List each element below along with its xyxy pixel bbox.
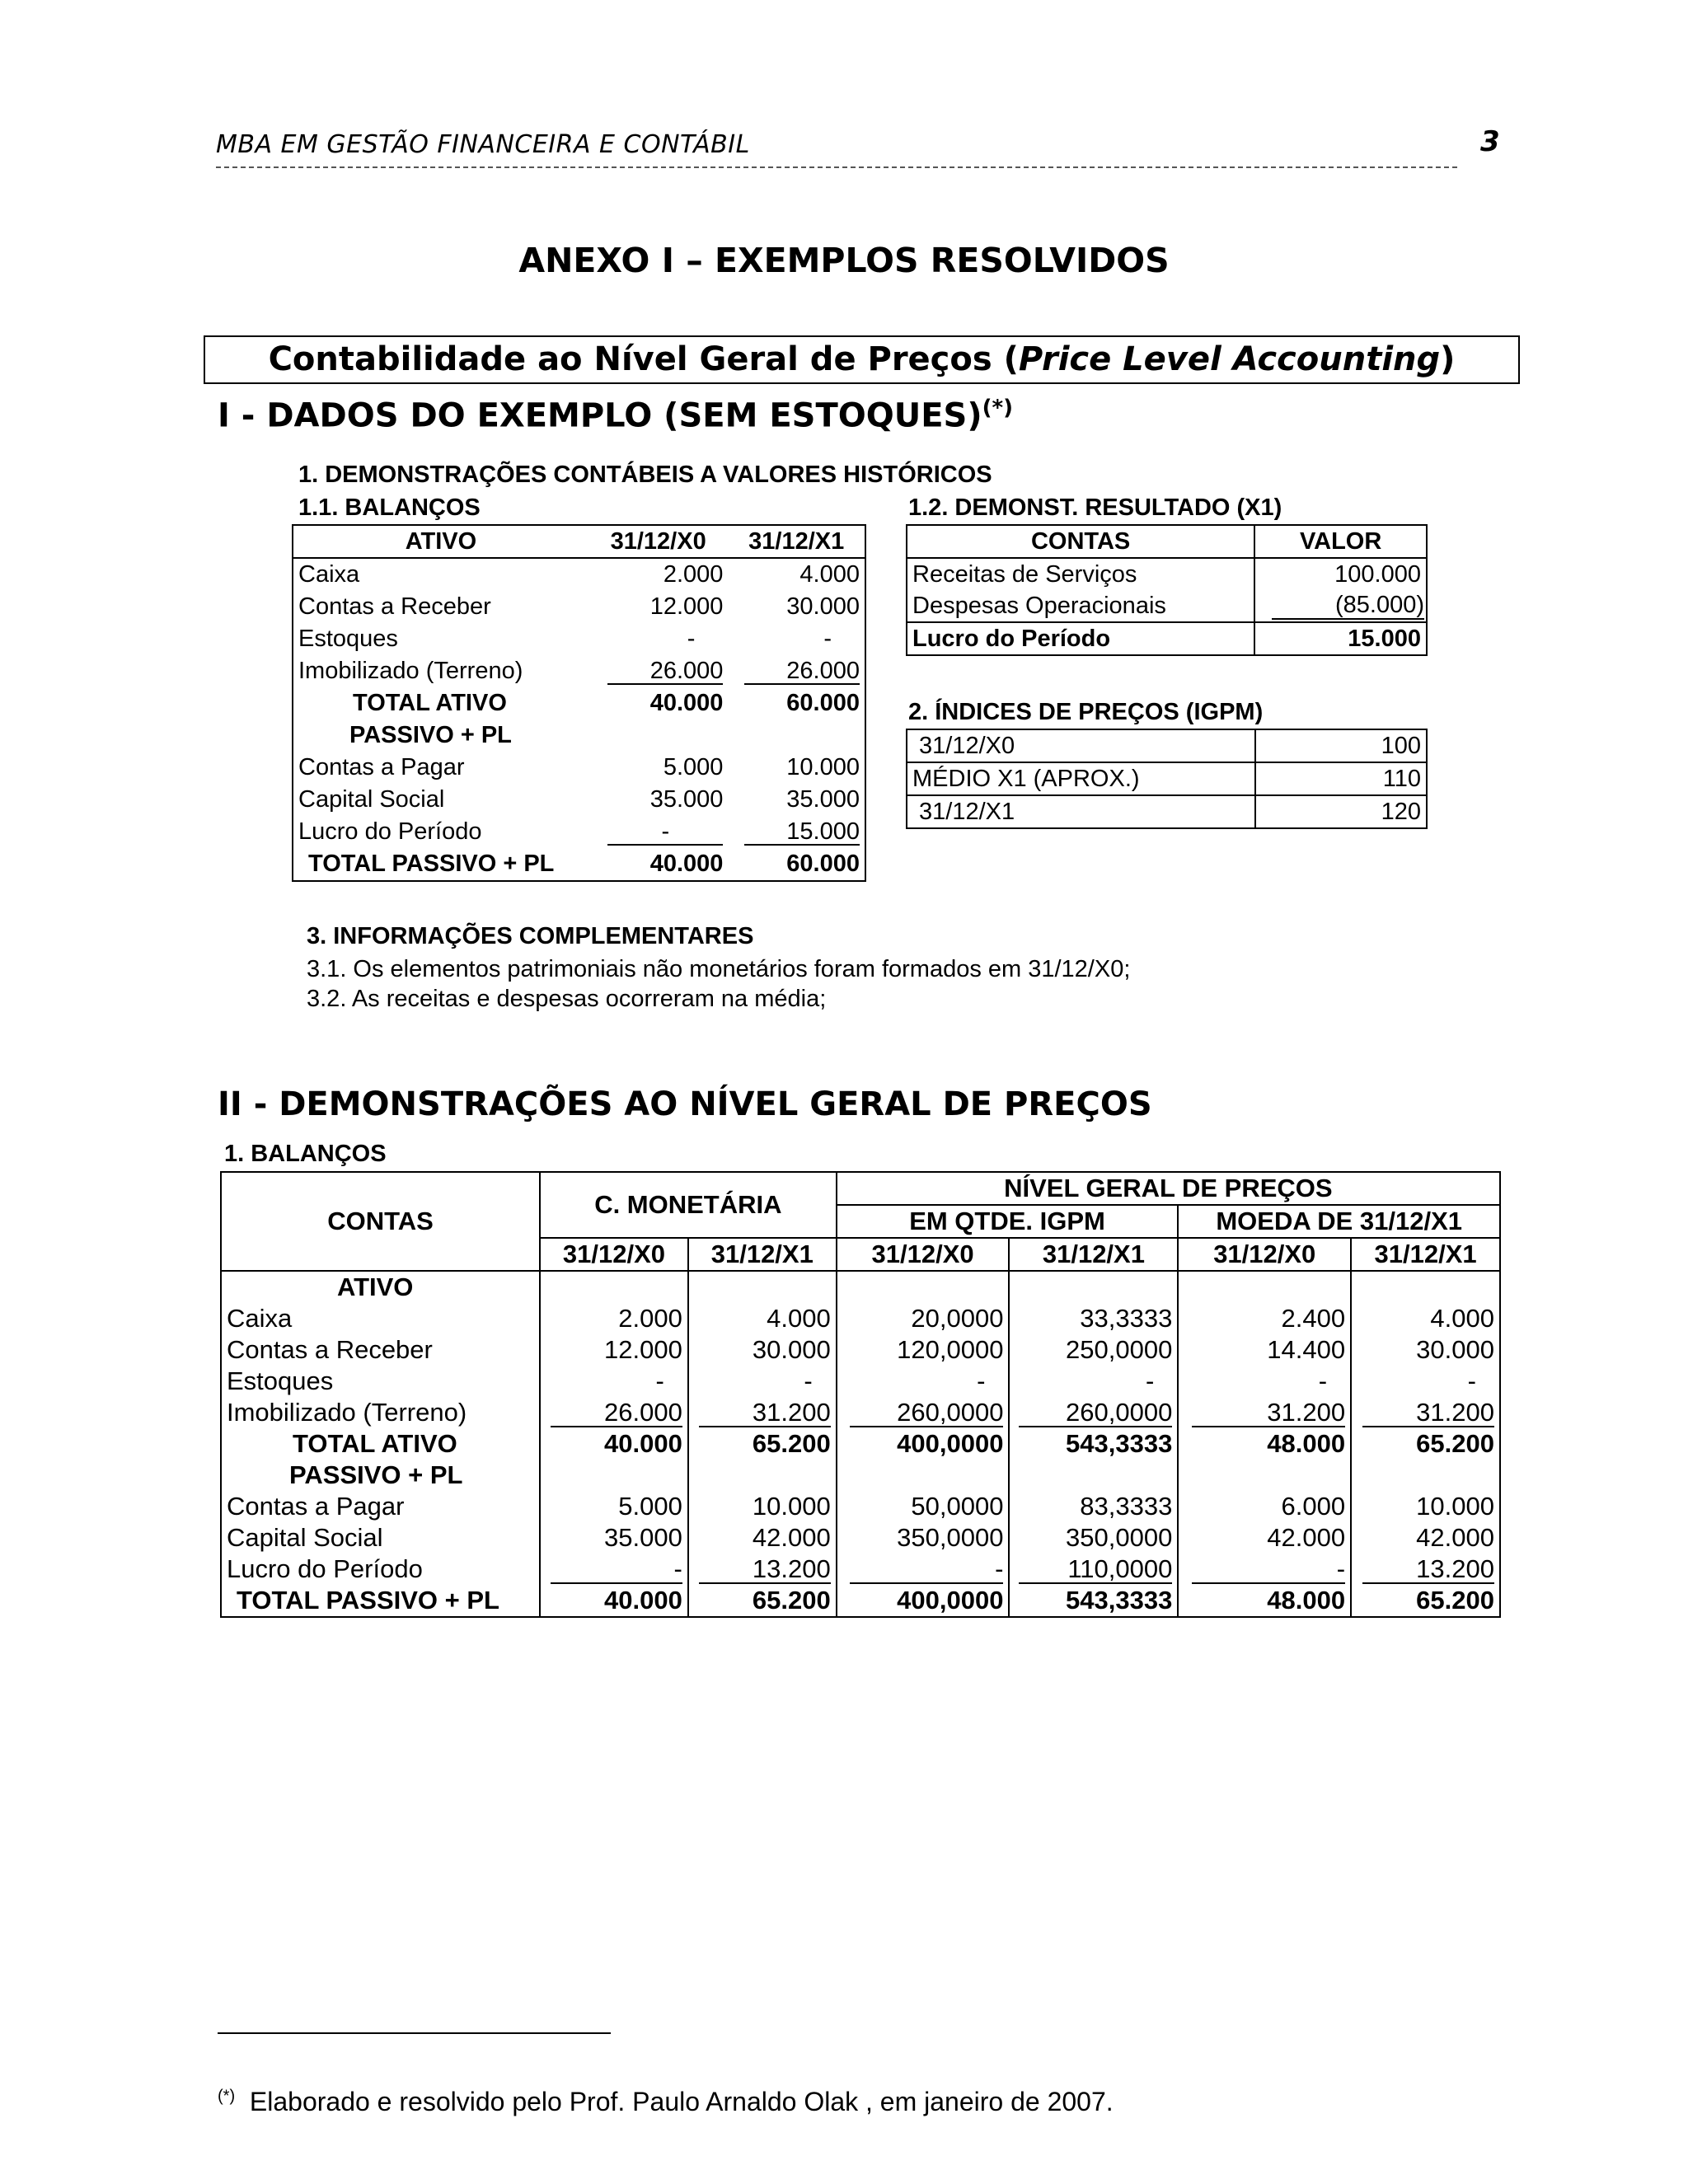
- table-row-total: [293, 687, 865, 719]
- row-value-underlined: 26.000: [551, 1399, 682, 1428]
- col-header-igpm: EM QTDE. IGPM: [837, 1205, 1179, 1238]
- row-value: [1351, 1271, 1500, 1303]
- row-label: Caixa: [227, 1304, 293, 1333]
- row-value: 83,3333: [1009, 1491, 1178, 1522]
- col-header-date: 31/12/X1: [1351, 1238, 1500, 1271]
- table-row: [293, 816, 865, 848]
- row-value-cell: [1009, 1554, 1178, 1585]
- table-row-total: [221, 1585, 1500, 1617]
- resultado-label: 1.2. DEMONST. RESULTADO (X1): [908, 494, 1282, 521]
- index-date: 31/12/X1: [907, 795, 1255, 828]
- row-value-underlined: 31.200: [1192, 1399, 1345, 1428]
- row-value: 48.000: [1178, 1428, 1351, 1460]
- col-header-valor: VALOR: [1254, 525, 1427, 558]
- row-value: 5.000: [540, 1491, 688, 1522]
- footnote-text: Elaborado e resolvido pelo Prof. Paulo Arnaldo Olak , em janeiro de 2007.: [249, 2087, 1114, 2116]
- row-label: Caixa: [298, 561, 360, 588]
- col-header-date: 31/12/X0: [837, 1238, 1010, 1271]
- row-label: TOTAL ATIVO: [293, 1429, 457, 1458]
- row-value-underlined: 31.200: [699, 1399, 831, 1428]
- section-1-subtitle: 1. DEMONSTRAÇÕES CONTÁBEIS A VALORES HISTÓRICOS: [298, 462, 992, 488]
- col-header-ativo: ATIVO: [293, 525, 588, 558]
- row-label: Lucro do Período: [298, 818, 482, 845]
- page-number: 3: [1480, 125, 1500, 158]
- boxed-title-italic: Price Level Accounting: [1018, 340, 1441, 378]
- col-header-date: 31/12/X1: [688, 1238, 837, 1271]
- row-value: 120,0000: [837, 1334, 1010, 1366]
- row-label: PASSIVO + PL: [289, 1460, 463, 1489]
- value-x0: -: [687, 626, 696, 652]
- row-value: 50,0000: [837, 1491, 1010, 1522]
- table-row: [907, 795, 1427, 828]
- row-value-cell: [688, 1397, 837, 1428]
- value-x0: 40.000: [649, 690, 724, 716]
- value-x0: 5.000: [663, 754, 724, 780]
- row-value-underlined: 260,0000: [850, 1399, 1003, 1428]
- row-value: -: [1009, 1366, 1178, 1397]
- value-x1: 26.000: [744, 658, 860, 685]
- row-label: Contas a Pagar: [298, 754, 465, 780]
- row-value: -: [688, 1366, 837, 1397]
- value-x1: 10.000: [786, 754, 860, 780]
- row-value: -: [1178, 1366, 1351, 1397]
- row-value: 33,3333: [1009, 1303, 1178, 1334]
- col-header-date: 31/12/X0: [1178, 1238, 1351, 1271]
- row-value-cell: [1178, 1554, 1351, 1585]
- index-date: MÉDIO X1 (APROX.): [907, 762, 1255, 795]
- row-value: [688, 1460, 837, 1491]
- table-row-total: [907, 622, 1427, 655]
- row-value: 65.200: [688, 1428, 837, 1460]
- row-value-underlined: 13.200: [1362, 1556, 1494, 1585]
- table-row-total: [293, 848, 865, 881]
- row-label: Receitas de Serviços: [907, 558, 1254, 590]
- value-x0: 35.000: [649, 786, 724, 813]
- row-value: [837, 1271, 1010, 1303]
- row-value: 30.000: [1351, 1334, 1500, 1366]
- row-value: 4.000: [1351, 1303, 1500, 1334]
- col-header-contas: CONTAS: [907, 525, 1254, 558]
- row-value-underlined: -: [551, 1556, 682, 1585]
- balancos-label: 1.1. BALANÇOS: [298, 494, 481, 521]
- row-value: 12.000: [540, 1334, 688, 1366]
- row-value-cell: [1351, 1397, 1500, 1428]
- row-value: [540, 1271, 688, 1303]
- table-header-row: [221, 1172, 1500, 1205]
- historical-balance-table: [292, 524, 866, 882]
- table-header-row: [907, 525, 1427, 558]
- row-label: Capital Social: [298, 786, 445, 813]
- row-value-cell: [837, 1554, 1010, 1585]
- price-level-balance-table: [220, 1171, 1501, 1618]
- row-value: -: [540, 1366, 688, 1397]
- row-value: (85.000): [1272, 593, 1424, 619]
- row-value-underlined: 13.200: [699, 1556, 831, 1585]
- table-row: [221, 1271, 1500, 1303]
- row-value: 4.000: [688, 1303, 837, 1334]
- running-header-title: MBA EM GESTÃO FINANCEIRA E CONTÁBIL: [216, 130, 750, 159]
- boxed-title-close: ): [1440, 340, 1456, 378]
- value-x0: 40.000: [649, 851, 724, 877]
- table-row: [293, 655, 865, 687]
- row-value: [1178, 1271, 1351, 1303]
- table-row: [907, 762, 1427, 795]
- row-value-underlined: 260,0000: [1019, 1399, 1172, 1428]
- row-value: 10.000: [688, 1491, 837, 1522]
- row-value: -: [837, 1366, 1010, 1397]
- row-label: Lucro do Período: [907, 622, 1254, 655]
- row-value: 30.000: [688, 1334, 837, 1366]
- footnote-mark: (*): [218, 2087, 236, 2106]
- row-label: Imobilizado (Terreno): [298, 658, 523, 684]
- row-value: [1351, 1460, 1500, 1491]
- col-header-x1: 31/12/X1: [728, 525, 865, 558]
- value-x0: -: [607, 819, 723, 846]
- row-value: 543,3333: [1009, 1585, 1178, 1617]
- row-value: 42.000: [1351, 1522, 1500, 1554]
- table-row: [907, 558, 1427, 590]
- table-row: [221, 1491, 1500, 1522]
- row-value: 2.000: [540, 1303, 688, 1334]
- row-value: 20,0000: [837, 1303, 1010, 1334]
- row-value: 6.000: [1178, 1491, 1351, 1522]
- row-label: Despesas Operacionais: [907, 590, 1254, 622]
- row-value: 543,3333: [1009, 1428, 1178, 1460]
- row-value: 350,0000: [837, 1522, 1010, 1554]
- table-row: [221, 1397, 1500, 1428]
- col-header-contas: CONTAS: [221, 1172, 540, 1271]
- value-x1: 30.000: [786, 593, 860, 620]
- row-label: Estoques: [298, 626, 398, 652]
- section-2-balancos-label: 1. BALANÇOS: [224, 1141, 387, 1167]
- table-row-total: [221, 1428, 1500, 1460]
- row-label: Contas a Receber: [227, 1335, 433, 1364]
- row-value: 40.000: [540, 1428, 688, 1460]
- value-x1: 35.000: [786, 786, 860, 813]
- row-value-cell: [688, 1554, 837, 1585]
- row-value: 35.000: [540, 1522, 688, 1554]
- row-value: 65.200: [688, 1585, 837, 1617]
- row-value-cell: [540, 1397, 688, 1428]
- index-date: 31/12/X0: [907, 729, 1255, 762]
- row-value: -: [1351, 1366, 1500, 1397]
- info-item: 3.1. Os elementos patrimoniais não monetários foram formados em 31/12/X0;: [307, 956, 1131, 982]
- table-body: [221, 1271, 1500, 1617]
- table-row: [221, 1334, 1500, 1366]
- row-value-underlined: 110,0000: [1019, 1556, 1172, 1585]
- section-1-footnote-mark: (*): [982, 396, 1014, 420]
- row-label: Contas a Pagar: [227, 1492, 405, 1521]
- table-row: [221, 1303, 1500, 1334]
- row-label: Capital Social: [227, 1523, 383, 1552]
- info-title: 3. INFORMAÇÕES COMPLEMENTARES: [307, 923, 754, 949]
- row-value: [1009, 1460, 1178, 1491]
- indices-label: 2. ÍNDICES DE PREÇOS (IGPM): [908, 699, 1264, 725]
- value-x1: 4.000: [799, 561, 860, 588]
- row-value: 400,0000: [837, 1428, 1010, 1460]
- row-label: Estoques: [227, 1366, 334, 1395]
- row-label: Imobilizado (Terreno): [227, 1398, 467, 1427]
- row-value-cell: [1178, 1397, 1351, 1428]
- col-header-date: 31/12/X0: [540, 1238, 688, 1271]
- value-x0: 12.000: [649, 593, 724, 620]
- row-value-cell: [1351, 1554, 1500, 1585]
- col-header-x0: 31/12/X0: [588, 525, 728, 558]
- table-row: [293, 623, 865, 655]
- row-value-cell: [1009, 1397, 1178, 1428]
- value-x1: 15.000: [744, 819, 860, 846]
- boxed-title-main: Contabilidade ao Nível Geral de Preços (: [268, 340, 1019, 378]
- table-row: [907, 590, 1427, 622]
- row-label: TOTAL ATIVO: [353, 690, 507, 716]
- row-label: ATIVO: [337, 1272, 414, 1301]
- row-value-underlined: -: [1192, 1556, 1345, 1585]
- price-index-table: [906, 729, 1428, 829]
- row-value: 400,0000: [837, 1585, 1010, 1617]
- row-value: [837, 1460, 1010, 1491]
- footnote-divider: [218, 2032, 611, 2034]
- index-value: 110: [1255, 762, 1427, 795]
- row-value-underlined: -: [850, 1556, 1003, 1585]
- row-value: [688, 1271, 837, 1303]
- section-1-title-text: I - DADOS DO EXEMPLO (SEM ESTOQUES): [218, 396, 982, 435]
- col-header-date: 31/12/X1: [1009, 1238, 1178, 1271]
- section-1-title: [218, 396, 1013, 434]
- col-header-nivel-geral: NÍVEL GERAL DE PREÇOS: [837, 1172, 1500, 1205]
- boxed-title: [204, 335, 1520, 384]
- footnote: [218, 2087, 1114, 2117]
- value-x0: 2.000: [663, 561, 724, 588]
- income-statement-table: [906, 524, 1428, 656]
- row-value-underlined: 31.200: [1362, 1399, 1494, 1428]
- table-row: [221, 1460, 1500, 1491]
- row-label: PASSIVO + PL: [349, 722, 512, 748]
- row-value: 65.200: [1351, 1428, 1500, 1460]
- table-row: [293, 558, 865, 591]
- table-row: [293, 591, 865, 623]
- col-header-moeda: MOEDA DE 31/12/X1: [1178, 1205, 1500, 1238]
- row-value: 14.400: [1178, 1334, 1351, 1366]
- row-value: 42.000: [1178, 1522, 1351, 1554]
- annex-title: ANEXO I – EXEMPLOS RESOLVIDOS: [518, 241, 1170, 280]
- row-value: 10.000: [1351, 1491, 1500, 1522]
- row-value: 40.000: [540, 1585, 688, 1617]
- row-value-cell: [540, 1554, 688, 1585]
- section-2-title: II - DEMONSTRAÇÕES AO NÍVEL GERAL DE PREÇOS: [218, 1085, 1152, 1123]
- row-label: TOTAL PASSIVO + PL: [308, 851, 555, 877]
- value-x1: 60.000: [786, 690, 860, 716]
- info-item: 3.2. As receitas e despesas ocorreram na média;: [307, 986, 827, 1012]
- row-value: 65.200: [1351, 1585, 1500, 1617]
- row-value: 250,0000: [1009, 1334, 1178, 1366]
- table-header-row: [293, 525, 865, 558]
- row-value: 42.000: [688, 1522, 837, 1554]
- header-divider: [216, 166, 1457, 168]
- row-label: Lucro do Período: [227, 1554, 423, 1583]
- row-value: 350,0000: [1009, 1522, 1178, 1554]
- index-value: 120: [1255, 795, 1427, 828]
- row-value: 15.000: [1254, 622, 1427, 655]
- value-x1: -: [823, 626, 832, 652]
- row-value: 2.400: [1178, 1303, 1351, 1334]
- table-row: [221, 1522, 1500, 1554]
- row-label: Contas a Receber: [298, 593, 491, 620]
- row-value: [1009, 1271, 1178, 1303]
- row-value-cell: [837, 1397, 1010, 1428]
- table-row: [907, 729, 1427, 762]
- table-row: [221, 1366, 1500, 1397]
- row-value: 48.000: [1178, 1585, 1351, 1617]
- row-value: [1178, 1460, 1351, 1491]
- value-x1: 60.000: [786, 851, 860, 877]
- row-value: 100.000: [1254, 558, 1427, 590]
- table-row: [221, 1554, 1500, 1585]
- table-row: [293, 784, 865, 816]
- row-value: [540, 1460, 688, 1491]
- table-row: [293, 719, 865, 752]
- index-value: 100: [1255, 729, 1427, 762]
- value-x0: 26.000: [607, 658, 723, 685]
- table-row: [293, 752, 865, 784]
- col-header-correcao-monetaria: C. MONETÁRIA: [540, 1172, 837, 1238]
- row-label: TOTAL PASSIVO + PL: [237, 1586, 499, 1615]
